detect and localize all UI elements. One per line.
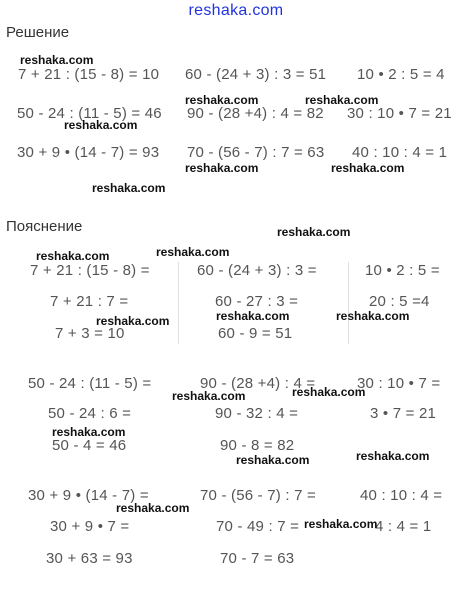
explanation-step: 50 - 24 : (11 - 5) = <box>28 375 152 392</box>
watermark-link[interactable]: reshaka.com <box>304 517 378 531</box>
solution-equation: 30 + 9 • (14 - 7) = 93 <box>17 144 160 161</box>
solution-equation: 40 : 10 : 4 = 1 <box>352 144 448 161</box>
explanation-step: 60 - 27 : 3 = <box>215 293 299 310</box>
watermark-link[interactable]: reshaka.com <box>92 181 166 195</box>
explanation-step: 30 + 9 • (14 - 7) = <box>28 487 149 504</box>
column-divider <box>348 262 349 344</box>
watermark-link[interactable]: reshaka.com <box>96 314 170 328</box>
solution-equation: 50 - 24 : (11 - 5) = 46 <box>17 105 162 122</box>
site-title-link[interactable]: reshaka.com <box>188 2 284 19</box>
watermark-link[interactable]: reshaka.com <box>277 225 351 239</box>
explanation-step: 90 - 32 : 4 = <box>215 405 299 422</box>
watermark-link[interactable]: reshaka.com <box>216 309 290 323</box>
explanation-step: 70 - (56 - 7) : 7 = <box>200 487 316 504</box>
watermark-link[interactable]: reshaka.com <box>20 53 94 67</box>
watermark-link[interactable]: reshaka.com <box>356 449 430 463</box>
explanation-step: 40 : 10 : 4 = <box>360 487 443 504</box>
explanation-step: 70 - 49 : 7 = <box>216 518 300 535</box>
explanation-step: 10 • 2 : 5 = <box>365 262 440 279</box>
explanation-step: 70 - 7 = 63 <box>220 550 295 567</box>
solution-equation: 60 - (24 + 3) : 3 = 51 <box>185 66 327 83</box>
watermark-link[interactable]: reshaka.com <box>336 309 410 323</box>
explanation-step: 50 - 24 : 6 = <box>48 405 132 422</box>
solution-equation: 10 • 2 : 5 = 4 <box>357 66 445 83</box>
explanation-step: 90 - (28 +4) : 4 = <box>200 375 316 392</box>
explanation-step: 4 : 4 = 1 <box>375 518 432 535</box>
explanation-step: 90 - 8 = 82 <box>220 437 295 454</box>
explanation-step: 60 - 9 = 51 <box>218 325 293 342</box>
watermark-link[interactable]: reshaka.com <box>236 453 310 467</box>
explanation-step: 30 + 63 = 93 <box>46 550 133 567</box>
watermark-link[interactable]: reshaka.com <box>36 249 110 263</box>
watermark-link[interactable]: reshaka.com <box>305 93 379 107</box>
column-divider <box>178 262 179 344</box>
solution-equation: 90 - (28 +4) : 4 = 82 <box>187 105 324 122</box>
explanation-step: 7 + 21 : (15 - 8) = <box>30 262 150 279</box>
watermark-link[interactable]: reshaka.com <box>116 501 190 515</box>
explanation-step: 20 : 5 =4 <box>369 293 430 310</box>
solution-equation: 30 : 10 • 7 = 21 <box>347 105 452 122</box>
watermark-link[interactable]: reshaka.com <box>156 245 230 259</box>
watermark-link[interactable]: reshaka.com <box>185 161 259 175</box>
explanation-step: 7 + 3 = 10 <box>55 325 125 342</box>
watermark-link[interactable]: reshaka.com <box>172 389 246 403</box>
explanation-heading: Пояснение <box>6 218 83 235</box>
explanation-step: 50 - 4 = 46 <box>52 437 127 454</box>
solution-heading: Решение <box>6 24 70 41</box>
explanation-step: 60 - (24 + 3) : 3 = <box>197 262 317 279</box>
explanation-step: 3 • 7 = 21 <box>370 405 437 422</box>
solution-equation: 7 + 21 : (15 - 8) = 10 <box>18 66 160 83</box>
watermark-link[interactable]: reshaka.com <box>185 93 259 107</box>
watermark-link[interactable]: reshaka.com <box>52 425 126 439</box>
explanation-step: 30 : 10 • 7 = <box>357 375 441 392</box>
explanation-step: 7 + 21 : 7 = <box>50 293 129 310</box>
watermark-link[interactable]: reshaka.com <box>64 118 138 132</box>
solution-equation: 70 - (56 - 7) : 7 = 63 <box>187 144 325 161</box>
explanation-step: 30 + 9 • 7 = <box>50 518 130 535</box>
watermark-link[interactable]: reshaka.com <box>292 385 366 399</box>
watermark-link[interactable]: reshaka.com <box>331 161 405 175</box>
